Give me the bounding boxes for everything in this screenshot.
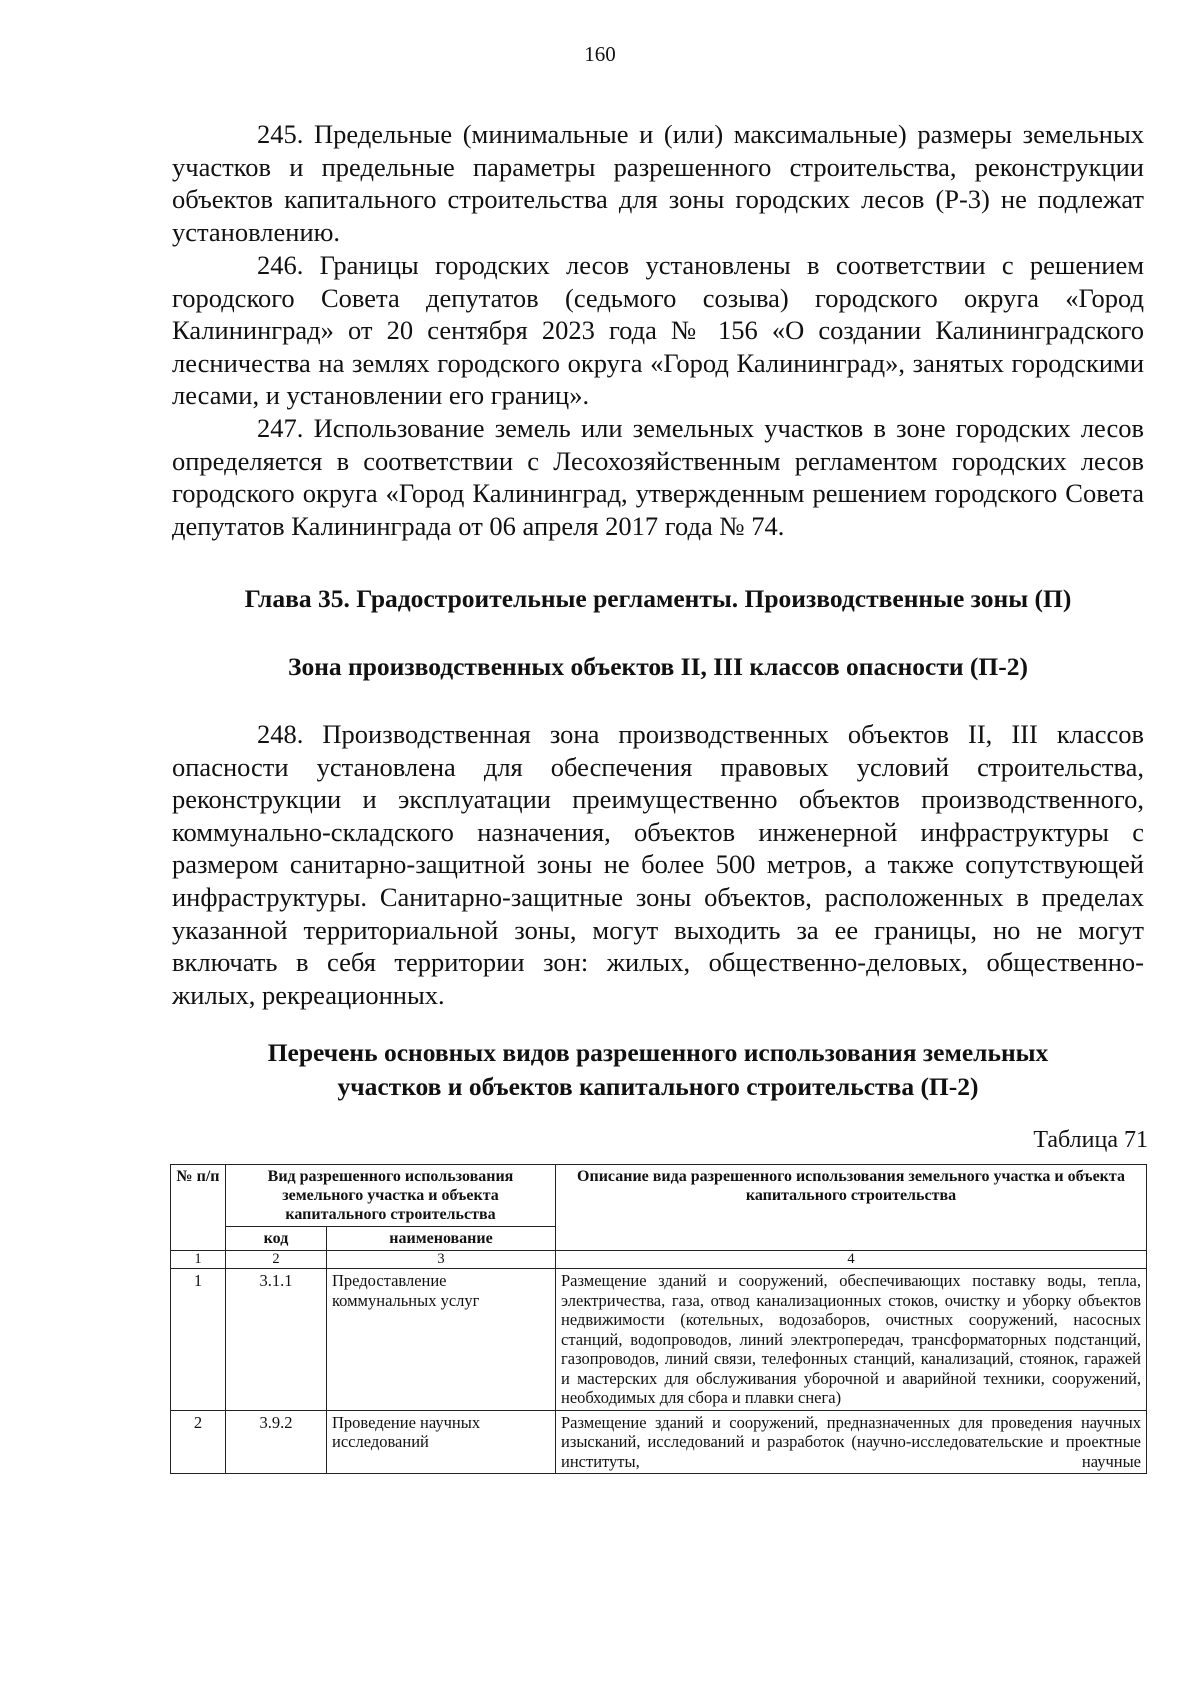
paragraph-246-text: 246. Границы городских лесов установлены в соответствии с решением городского Совета депутатов (седьмого созыва) городского округа «Город Калининград» от 20 сентября 2023 года № 156 «О создании Калининградского лесничества на землях городского округа «Город Калининград», занятых городскими лесами, и установлении его границ». [172, 250, 1144, 411]
column-number: 4 [556, 1251, 1147, 1269]
header-kind: Вид разрешенного использования земельного участка и объекта капитального строительства [226, 1165, 556, 1227]
list-heading-line-1: Перечень основных видов разрешенного использования земельных [267, 1038, 1049, 1067]
regulation-table [170, 1164, 1147, 1474]
paragraph-247 [172, 412, 1144, 542]
header-name: наименование [327, 1227, 556, 1251]
paragraph-248 [172, 718, 1144, 1011]
row-desc: Размещение зданий и сооружений, предназначенных для проведения научных изысканий, исследований и разработок (научно-исследовательские и проектные институты, научные [556, 1410, 1147, 1474]
table-row [171, 1269, 1147, 1411]
table-caption: Таблица 71 [1033, 1127, 1148, 1153]
page-number: 160 [584, 42, 616, 66]
column-number-row [171, 1251, 1147, 1269]
table-row [171, 1410, 1147, 1474]
row-num: 1 [171, 1269, 226, 1411]
header-num: № п/п [171, 1165, 226, 1251]
zone-heading: Зона производственных объектов II, III классов опасности (П-2) [288, 652, 1028, 681]
table-header-row [171, 1165, 1147, 1227]
column-number: 1 [171, 1251, 226, 1269]
header-desc: Описание вида разрешенного использования земельного участка и объекта капитального строительства [556, 1165, 1147, 1251]
list-heading-line-2: участков и объектов капитального строительства (П-2) [337, 1072, 979, 1101]
column-number: 2 [226, 1251, 327, 1269]
row-code: 3.9.2 [226, 1410, 327, 1474]
paragraph-248-text: 248. Производственная зона производственных объектов II, III классов опасности установлена для обеспечения правовых условий строительства, реконструкции и эксплуатации преимущественно объектов производственного, коммунально-складского назначения, объектов инженерной инфраструктуры с размером санитарно-защитной зоны не более 500 метров, а также сопутствующей инфраструктуры. Санитарно-защитные зоны объектов, расположенных в пределах указанной территориальной зоны, могут выходить за ее границы, но не могут включать в себя территории зон: жилых, общественно-деловых, общественно-жилых, рекреационных. [172, 719, 1144, 1010]
paragraph-245-text: 245. Предельные (минимальные и (или) максимальные) размеры земельных участков и предельные параметры разрешенного строительства, реконструкции объектов капитального строительства для зоны городских лесов (Р-3) не подлежат установлению. [172, 119, 1144, 247]
row-name: Проведение научных исследований [327, 1410, 556, 1474]
row-code: 3.1.1 [226, 1269, 327, 1411]
paragraph-247-text: 247. Использование земель или земельных участков в зоне городских лесов определяется в соответствии с Лесохозяйственным регламентом городских лесов городского округа «Город Калининград, утвержденным решением городского Совета депутатов Калининграда от 06 апреля 2017 года № 74. [172, 413, 1144, 541]
row-desc: Размещение зданий и сооружений, обеспечивающих поставку воды, тепла, электричества, газа, отвод канализационных стоков, очистку и уборку объектов недвижимости (котельных, водозаборов, очистных сооружений, насосных станций, водопроводов, линий электропередач, трансформаторных подстанций, газопроводов, линий связи, телефонных станций, канализаций, стоянок, гаражей и мастерских для обслуживания уборочной и аварийной техники, сооружений, необходимых для сбора и плавки снега) [556, 1269, 1147, 1411]
chapter-heading: Глава 35. Градостроительные регламенты. Производственные зоны (П) [244, 584, 1072, 613]
column-number: 3 [327, 1251, 556, 1269]
header-code: код [226, 1227, 327, 1251]
row-name: Предоставление коммунальных услуг [327, 1269, 556, 1411]
paragraph-246 [172, 249, 1144, 412]
paragraph-245 [172, 118, 1144, 248]
row-num: 2 [171, 1410, 226, 1474]
